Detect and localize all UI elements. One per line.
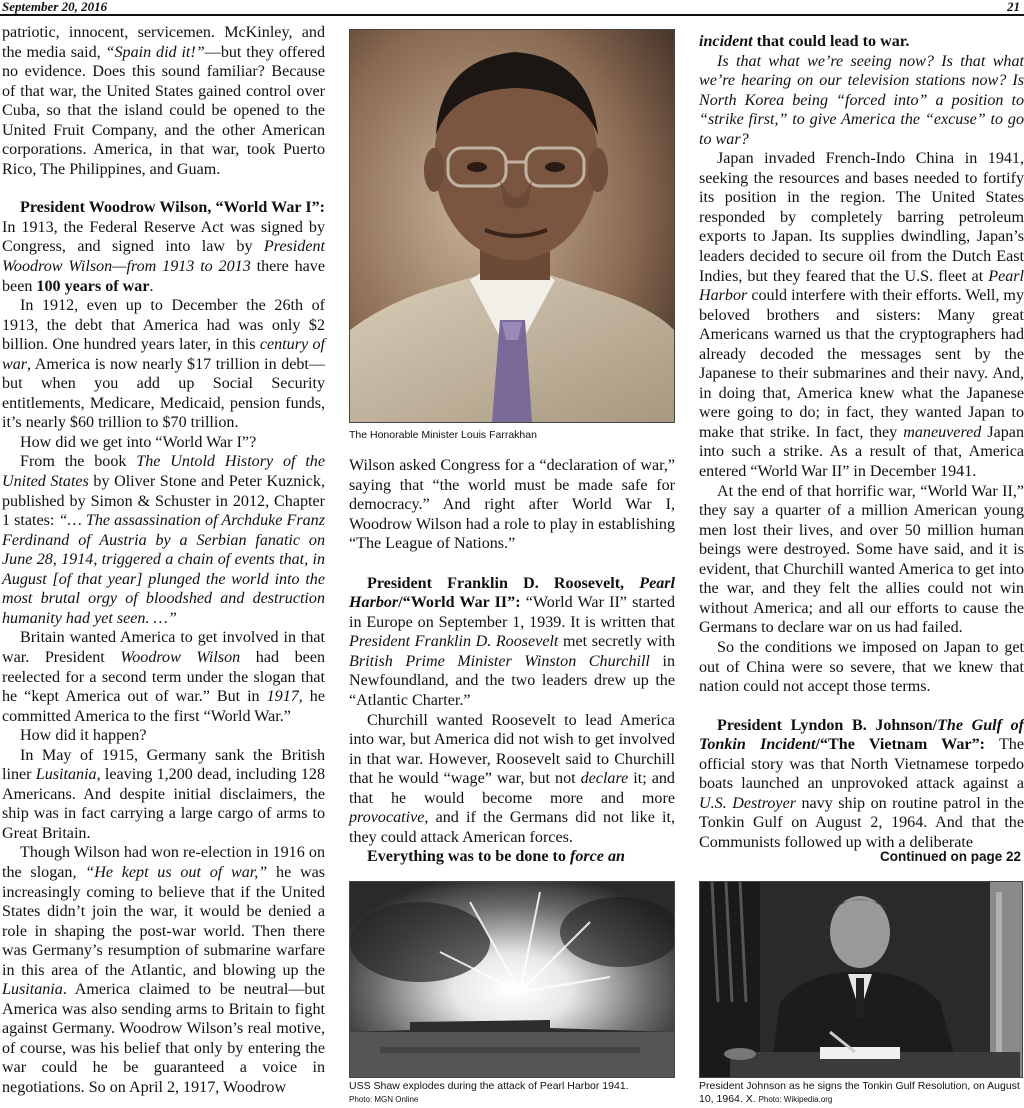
photo-credit: Photo: MGN Online [349,1095,419,1104]
article-column-1 [2,23,325,1098]
paragraph: President Woodrow Wilson, “World War I”: In 1913, the Federal Reserve Act was signed by Congress, and signed into law by President Woodrow Wilson—from 1913 to 2013 there have been 100 years of war. [2,199,325,295]
portrait-illustration [350,30,674,422]
article-column-3 [699,32,1024,852]
section-heading: President Lyndon B. Johnson/The Gulf of Tonkin Incident/“The Vietnam War”: [699,716,1024,754]
paragraph: Churchill wanted Roosevelt to lead America into war, but America did not wish to get involved in that war. However, Roosevelt said to Churchill that he would “wage” war, but not declare it; and that he would become more and more provocative, and if the Germans did not like it, they could attack American forces. [349,711,675,846]
paragraph: From the book The Untold History of the United States by Oliver Stone and Peter Kuznick, published by Simon & Schuster in 2012, Chapter 1 states: “… The assassination of Archduke Franz Ferdinand of Austria by a Serbian fanatic on June 28, 1914, triggered a chain of events that, in August [of that year] plunged the world into the most brutal orgy of bloodshed and destruction humanity had yet seen. …” [2,453,325,627]
section-heading: President Woodrow Wilson, “World War I”: [20,199,325,217]
paragraph: President Franklin D. Roosevelt, Pearl Harbor/“World War II”: “World War II” started in Europe on September 1, 1939. It is written that President Franklin D. Roosevelt met secretly with British Prime Minister Winston Churchill in Newfoundland, and the two leaders drew up the “Atlantic Charter.” [349,574,675,710]
paragraph: In 1912, even up to December the 26th of 1913, the debt that America had was only $2 billion. One hundred years later, in this century of war, America is now nearly $17 trillion in debt—but when you add up Social Security entitlements, Medicare, Medicaid, pension funds, it’s nearly $60 trillion to $70 trillion. [2,297,325,432]
page-header [0,0,1024,16]
page-number: 21 [1007,0,1020,14]
photo-credit: Photo: Wikipedia.org [758,1095,833,1104]
article-column-2 [349,456,675,867]
explosion-illustration [350,882,674,1077]
paragraph: In May of 1915, Germany sank the British liner Lusitania, leaving 1,200 dead, including 128 Americans. And despite initial disclaimers, the ship was in fact carrying a large cargo of arms to Great Britain. [2,746,325,842]
paragraph: Is that what we’re seeing now? Is that what we’re hearing on our television stations now? Is North Korea being “forced into” a position to “strike first,” to give America the “excuse” to go to war? [699,52,1024,148]
paragraph: How did it happen? [20,727,147,745]
paragraph: Wilson asked Congress for a “declaration of war,” saying that “the world must be made safe for democracy.” And right after World War I, Woodrow Wilson had a role to play in establishing “The League of Nations.” [349,457,675,553]
johnson-caption: President Johnson as he signs the Tonkin Gulf Resolution, on August 10, 1964. X. Photo: Wikipedia.org [699,1080,1020,1105]
paragraph: How did we get into “World War I”? [20,433,257,451]
farrakhan-portrait-photo [349,29,675,423]
paragraph: patriotic, innocent, servicemen. McKinley, and the media said, “Spain did it!”—but they offered no evidence. Does this sound familiar? Because of that war, the United States gained control over Cuba, so that the island could be opened to the United Fruit Company, and the other American corporations. America, in that war, took Puerto Rico, The Philippines, and Guam. [2,24,325,178]
paragraph: Japan invaded French-Indo China in 1941, seeking the resources and bases needed to fortify its position in the region. The United States responded by completely barring petroleum exports to Japan. Its supplies dwindling, Japan’s leaders decided to secure oil from the Dutch East Indies, but they feared that the U.S. fleet at Pearl Harbor could interfere with their efforts. Well, my beloved brothers and sisters: Many great Americans warned us that the cryptographers had already decoded the messages sent by the Japanese to their submarines and their navy. And, in doing that, America knew what the Japanese were going to do; in fact, they wanted Japan to make that strike. In fact, they maneuvered Japan into such a strike. As a result of that, America entered “World War II” in December 1941. [699,150,1024,481]
paragraph: Though Wilson had won re-election in 1916 on the slogan, “He kept us out of war,” he was increasingly coming to believe that if the United States didn’t join the war, it would be denied a role in shaping the post-war world. Then there was Germany’s resumption of submarine warfare in this area of the Atlantic, and blowing up the Lusitania. America claimed to be neutral—but America was also sending arms to Britain to fight against Germany. Woodrow Wilson’s real motive, of course, was his belief that only by entering the war could he be guaranteed a voice in negotiations. So on April 2, 1917, Woodrow [2,844,326,1096]
issue-date: September 20, 2016 [2,0,108,14]
paragraph: At the end of that horrific war, “World War II,” they say a quarter of a million American young men lost their lives, and over 50 million human beings were destroyed. Some have said, and it is evident, that Churchill wanted America to get into the war, and they felt the allies could not win without America; and all our efforts to cause the Germans to declare war on us had failed. [699,482,1024,637]
pearl-harbor-caption: USS Shaw explodes during the attack of Pearl Harbor 1941. Photo: MGN Online [349,1080,675,1106]
johnson-signing-photo [699,881,1023,1078]
johnson-illustration [700,882,1022,1077]
paragraph: President Lyndon B. Johnson/The Gulf of Tonkin Incident/“The Vietnam War”: The official story was that North Vietnamese torpedo boats launched an unprovoked attack against a U.S. Destroyer navy ship on routine patrol in the Tonkin Gulf on August 2, 1964. And that the Communists followed up with a deliberate [699,716,1024,851]
paragraph: Britain wanted America to get involved in that war. President Woodrow Wilson had been reelected for a second term under the slogan that he “kept America out of war.” But in 1917, he committed America to the first “World War.” [2,629,326,725]
paragraph: incident that could lead to war. [699,33,910,50]
uss-shaw-explosion-photo [349,881,675,1078]
continued-on-page: Continued on page 22 [879,849,1021,864]
farrakhan-caption: The Honorable Minister Louis Farrakhan [349,429,537,441]
section-heading: President Franklin D. Roosevelt, Pearl Harbor/“World War II”: [349,574,675,612]
paragraph: So the conditions we imposed on Japan to get out of China were so severe, that we knew that nation could not accept those terms. [699,638,1024,696]
paragraph: Everything was to be done to force an [367,848,625,866]
